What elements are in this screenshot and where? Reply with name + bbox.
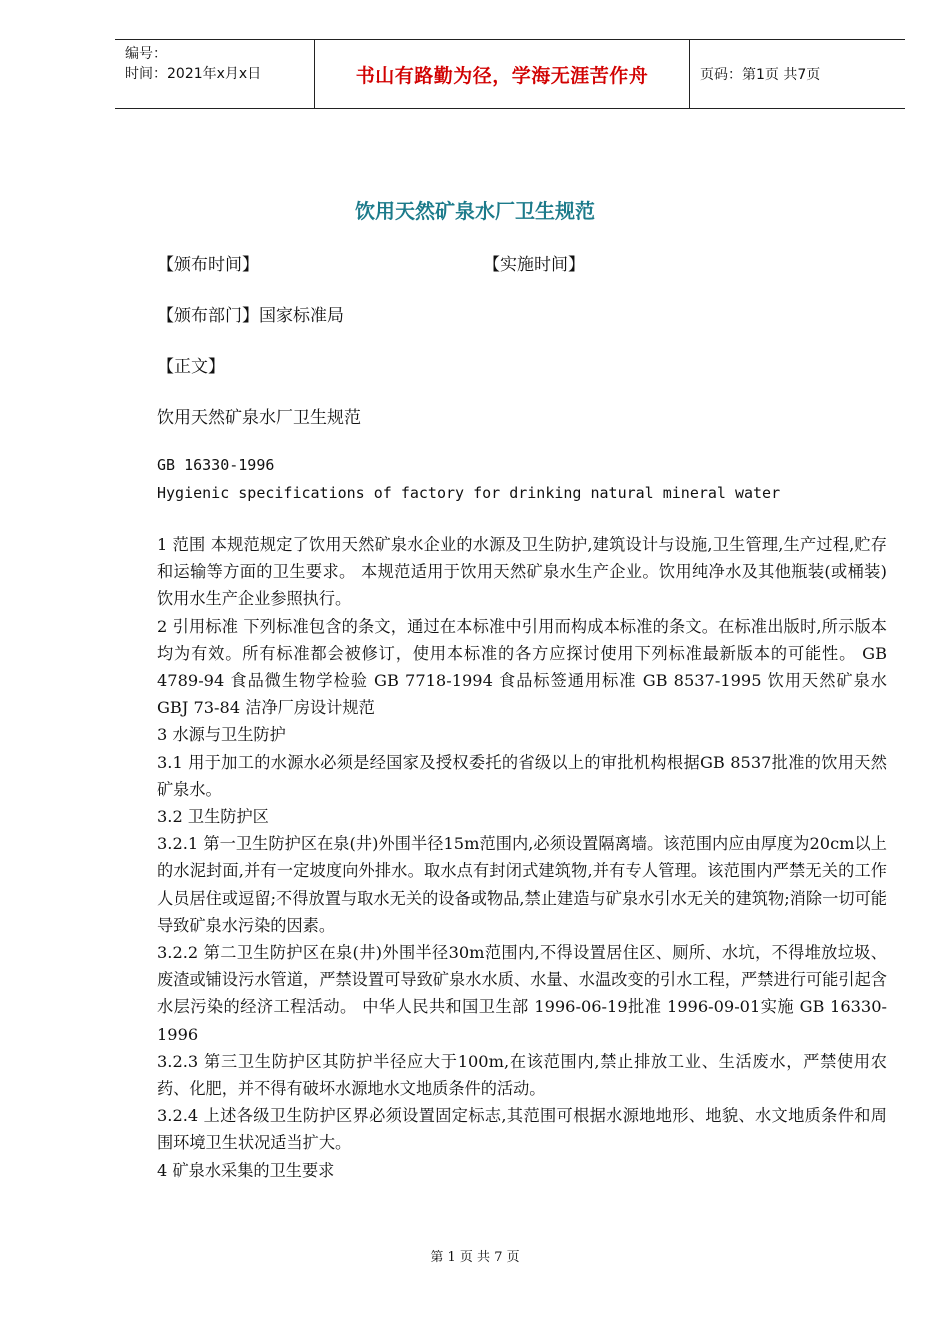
document-body xyxy=(157,531,887,1184)
main-text-label: 【正文】 xyxy=(157,357,225,377)
time-label: 时间：2021年x月x日 xyxy=(125,66,262,82)
document-title: 饮用天然矿泉水厂卫生规范 xyxy=(355,199,595,223)
paragraph-3-2-4: 3.2.4 上述各级卫生防护区界必须设置固定标志,其范围可根据水源地地形、地貌、水文地质条件和周围环境卫生状况适当扩大。 xyxy=(157,1106,887,1153)
header-left-cell xyxy=(115,40,315,108)
paragraph-3-2-1: 3.2.1 第一卫生防护区在泉(井)外围半径15m范围内,必须设置隔离墙。该范围内应由厚度为20cm以上的水泥封面,并有一定坡度向外排水。取水点有封闭式建筑物,并有专人管理。该范围内严禁无关的工作人员居住或逗留;不得放置与取水无关的设备或物品,禁止建造与矿泉水引水无关的建筑物;消除一切可能导致矿泉水污染的因素。 xyxy=(157,834,887,935)
english-title: Hygienic specifications of factory for drinking natural mineral water xyxy=(157,484,781,502)
serial-label: 编号： xyxy=(125,46,167,62)
header-page-info: 页码：第1页 共7页 xyxy=(700,67,821,83)
standard-number: GB 16330-1996 xyxy=(157,456,275,474)
paragraph-3-2-2: 3.2.2 第二卫生防护区在泉(井)外围半径30m范围内,不得设置居住区、厕所、水坑，不得堆放垃圾、废渣或铺设污水管道，严禁设置可导致矿泉水水质、水量、水温改变的引水工程，严禁进行可能引起含水层污染的经济工程活动。 中华人民共和国卫生部 1996-06-19批准 1996-09-01实施 GB 16330-1996 xyxy=(157,943,887,1044)
paragraph-water-source-heading: 3 水源与卫生防护 xyxy=(157,725,286,745)
paragraph-3-2-heading: 3.2 卫生防护区 xyxy=(157,807,269,827)
header-motto: 书山有路勤为径，学海无涯苦作舟 xyxy=(315,40,690,108)
header-table xyxy=(115,39,905,109)
publish-time-label: 【颁布时间】 xyxy=(157,255,259,275)
paragraph-3-1: 3.1 用于加工的水源水必须是经国家及授权委托的省级以上的审批机构根据GB 8537批准的饮用天然矿泉水。 xyxy=(157,752,887,799)
department-line: 【颁布部门】国家标准局 xyxy=(157,306,344,326)
effective-time-label: 【实施时间】 xyxy=(483,255,585,275)
page-footer: 第 1 页 共 7 页 xyxy=(430,1250,520,1265)
paragraph-4-heading: 4 矿泉水采集的卫生要求 xyxy=(157,1160,335,1180)
document-subtitle: 饮用天然矿泉水厂卫生规范 xyxy=(157,408,361,428)
paragraph-scope: 1 范围 本规范规定了饮用天然矿泉水企业的水源及卫生防护,建筑设计与设施,卫生管理,生产过程,贮存和运输等方面的卫生要求。 本规范适用于饮用天然矿泉水生产企业。饮用纯净水及其他瓶装(或桶装)饮用水生产企业参照执行。 xyxy=(157,535,887,609)
paragraph-references: 2 引用标准 下列标准包含的条文，通过在本标准中引用而构成本标准的条文。在标准出版时,所示版本均为有效。所有标准都会被修订，使用本标准的各方应探讨使用下列标准最新版本的可能性。 GB 4789-94 食品微生物学检验 GB 7718-1994 食品标签通用标准 GB 8537-1995 饮用天然矿泉水 GBJ 73-84 洁净厂房设计规范 xyxy=(157,616,887,718)
paragraph-3-2-3: 3.2.3 第三卫生防护区其防护半径应大于100m,在该范围内,禁止排放工业、生活废水，严禁使用农药、化肥，并不得有破坏水源地水文地质条件的活动。 xyxy=(157,1051,887,1099)
